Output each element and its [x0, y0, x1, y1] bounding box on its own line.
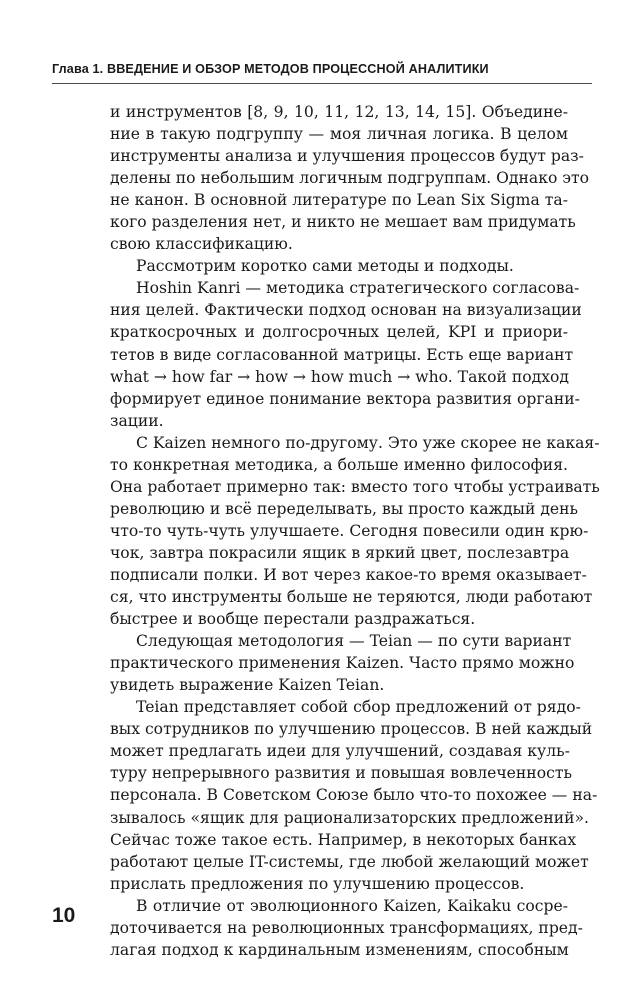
text-line: подписали полки. И вот через какое-то время оказывает- [110, 565, 587, 584]
text-line: краткосрочных и долгосрочных целей, KPI и приори- [110, 323, 568, 342]
text-line: С Kaizen немного по-другому. Это уже скорее не какая- [136, 433, 600, 452]
text-line: быстрее и вообще перестали раздражаться. [110, 610, 476, 629]
text-line: В отличие от эволюционного Kaizen, Kaikaku сосре- [136, 896, 568, 915]
text-line: делены по небольшим логичным подгруппам. Однако это [110, 169, 590, 188]
text-line: работают целые IT-системы, где любой желающий может [110, 852, 589, 871]
text-line: Сейчас тоже такое есть. Например, в некоторых банках [110, 830, 577, 849]
text-line: инструменты анализа и улучшения процессов будут раз- [110, 147, 584, 166]
body-text [110, 101, 600, 961]
text-line: увидеть выражение Kaizen Teian. [110, 676, 385, 695]
page-number: 10 [52, 904, 76, 927]
text-line: вых сотрудников по улучшению процессов. В ней каждый [110, 720, 593, 739]
text-line: практического применения Kaizen. Часто прямо можно [110, 654, 575, 673]
text-line: лагая подход к кардинальным изменениям, способным [110, 940, 569, 959]
running-head: Глава 1. ВВЕДЕНИЕ И ОБЗОР МЕТОДОВ ПРОЦЕССНОЙ АНАЛИТИКИ [52, 62, 489, 76]
text-line: ся, что инструменты больше не теряются, люди работают [110, 588, 593, 607]
text-line: и инструментов [8, 9, 10, 11, 12, 13, 14, 15]. Объедине- [110, 103, 568, 121]
text-line: может предлагать идеи для улучшений, создавая куль- [110, 742, 570, 761]
text-line: Teian представляет собой сбор предложений от рядо- [136, 698, 581, 717]
header-rule [52, 83, 592, 84]
text-line: what → how far → how → how much → who. Такой подход [110, 367, 570, 386]
text-line: чок, завтра покрасили ящик в яркий цвет, послезавтра [110, 543, 570, 562]
text-line: ние в такую подгруппу — моя личная логика. В целом [110, 125, 568, 144]
text-line: прислать предложения по улучшению процессов. [110, 874, 525, 893]
text-line: Следующая методология — Teian — по сути вариант [136, 632, 572, 651]
text-line: революцию и всё переделывать, вы просто каждый день [110, 499, 579, 518]
text-line: доточивается на революционных трансформациях, пред- [110, 918, 583, 937]
text-line: то конкретная методика, а больше именно философия. [110, 455, 568, 474]
text-line: Она работает примерно так: вместо того чтобы устраивать [110, 477, 600, 496]
text-line: персонала. В Советском Союзе было что-то похожее — на- [110, 786, 598, 805]
text-line: свою классификацию. [110, 235, 293, 254]
text-line: не канон. В основной литературе по Lean Six Sigma та- [110, 191, 568, 210]
text-line: тетов в виде согласованной матрицы. Есть еще вариант [110, 345, 574, 364]
text-line: ния целей. Фактически подход основан на визуализации [110, 301, 582, 320]
text-line: зывалось «ящик для рационализаторских предложений». [110, 808, 589, 827]
text-line: формирует единое понимание вектора развития органи- [110, 389, 580, 408]
text-line: Hoshin Kanri — методика стратегического согласова- [136, 279, 580, 298]
text-line: что-то чуть-чуть улучшаете. Сегодня повесили один крю- [110, 521, 589, 540]
text-line: туру непрерывного развития и повышая вовлеченность [110, 764, 572, 783]
text-line: зации. [110, 411, 164, 430]
text-line: Рассмотрим коротко сами методы и подходы. [136, 257, 514, 276]
text-line: кого разделения нет, и никто не мешает вам придумать [110, 213, 576, 232]
